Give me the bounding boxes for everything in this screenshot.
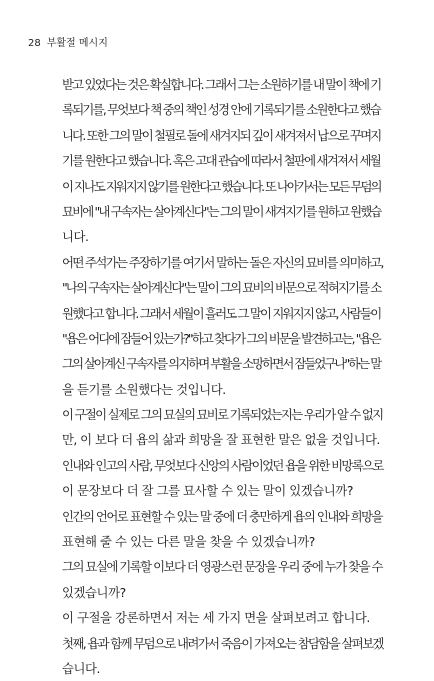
text-line: 록되기를, 무엇보다 책 중의 책인 성경 안에 기록되기를 소원한다고 했습 (62, 102, 380, 118)
text-line: "욥은 어디에 잠들어 있는가?"하고 찾다가 그의 비문을 발견하고는, "욥은 (62, 330, 380, 346)
text-line: 있겠습니까? (62, 584, 126, 600)
text-line: 이 구절이 실제로 그의 묘실의 묘비로 기록되었는지는 우리가 알 수 없지 (62, 407, 383, 423)
text-line: 이 지나도 지워지지 않기를 원한다고 했습니다. 또 나아가서는 모든 무덤의 (62, 178, 381, 194)
text-line: 어떤 주석가는 주장하기를 여기서 말하는 돌은 자신의 묘비를 의미하고, (62, 254, 383, 270)
text-line: 이 구절을 강론하면서 저는 세 가지 면을 살펴보려고 합니다. (62, 610, 370, 626)
text-line: 원했다고 합니다. 그래서 세월이 흘러도 그 말이 지워지지 않고, 사람들이 (62, 305, 381, 321)
text-line: 첫째, 욥과 함께 무덤으로 내려가서 죽음이 가져오는 참담함을 살펴보겠 (62, 635, 383, 651)
text-line: 니다. (62, 229, 89, 245)
text-line: 습니다. (62, 660, 101, 676)
text-line: 기를 원한다고 했습니다. 혹은 고대 관습에 따라서 철판에 새겨져서 세월 (62, 153, 380, 169)
text-line: 을 듣기를 소원했다는 것입니다. (62, 381, 226, 397)
running-header (28, 38, 108, 50)
text-line: 받고 있었다는 것은 확실합니다. 그래서 그는 소원하기를 내 말이 책에 기 (62, 77, 381, 92)
text-line: 그의 묘실에 기록할 이보다 더 영광스런 문장을 우리 중에 누가 찾을 수 (62, 559, 383, 575)
text-line: 묘비에 "내 구속자는 살아계신다"는 그의 말이 새겨지기를 원하고 원했습 (62, 203, 381, 219)
text-line: 표현해 줄 수 있는 다른 말을 찾을 수 있겠습니까? (62, 534, 315, 550)
text-line: 그의 살아계신 구속자를 의지하며 부활을 소망하면서 잠들었구나"하는 말 (62, 356, 381, 372)
body-text (62, 72, 383, 681)
text-line: 이 문장보다 더 잘 그를 묘사할 수 있는 말이 있겠습니까? (62, 483, 353, 499)
text-line: "나의 구속자는 살아계신다"는 말이 그의 묘비의 비문으로 적혀지기를 소 (62, 280, 381, 296)
text-line: 인간의 언어로 표현할 수 있는 말 중에 더 충만하게 욥의 인내와 희망을 (62, 508, 383, 524)
text-line: 만, 이 보다 더 욥의 삶과 희망을 잘 표현한 말은 없을 것입니다. (62, 432, 380, 448)
book-title: 부활절 메시지 (46, 38, 108, 49)
text-line: 인내와 인고의 사람, 무엇보다 신앙의 사람이었던 욥을 위한 비망록으로 (62, 457, 383, 473)
page-number: 28 (28, 38, 41, 49)
text-line: 니다. 또한 그의 말이 철필로 돌에 새겨지되 깊이 새겨져서 납으로 꾸며지 (62, 127, 381, 143)
